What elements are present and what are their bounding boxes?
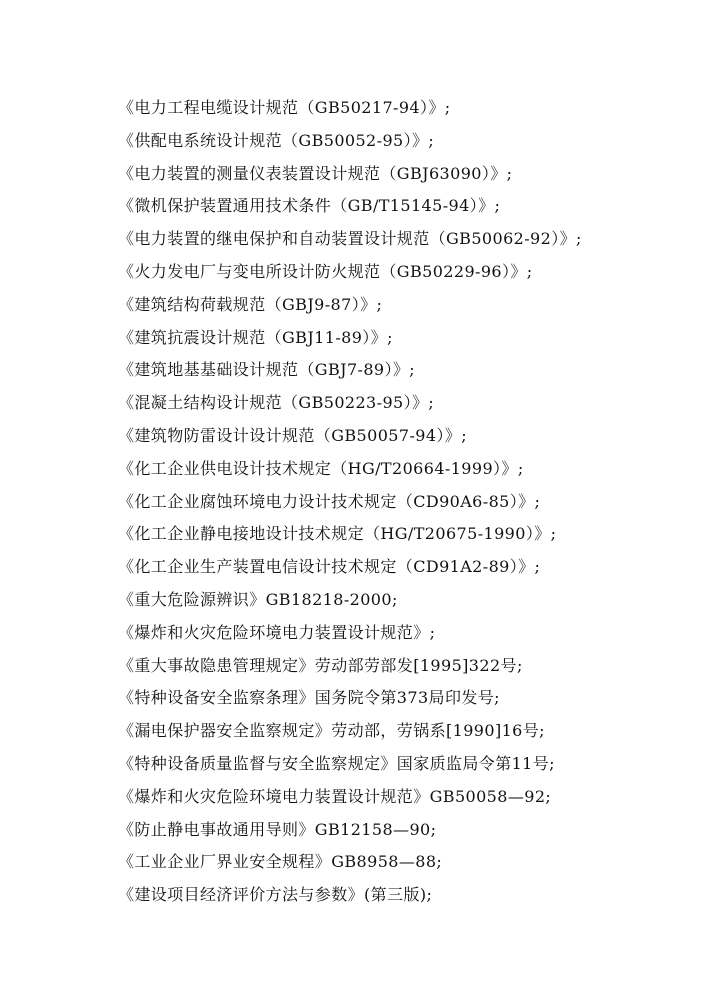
reference-item: 《电力装置的继电保护和自动装置设计规范（GB50062-92）》; — [118, 229, 582, 249]
reference-item: 《化工企业静电接地设计技术规定（HG/T20675-1990）》; — [118, 524, 557, 544]
reference-item: 《电力工程电缆设计规范（GB50217-94）》; — [118, 98, 451, 117]
reference-item: 《建筑抗震设计规范（GBJ11-89）》; — [118, 327, 393, 347]
reference-item: 《化工企业腐蚀环境电力设计技术规定（CD90A6-85）》; — [118, 491, 541, 511]
reference-item: 《特种设备安全监察条理》国务院令第373局印发号; — [118, 688, 500, 708]
reference-item: 《化工企业生产装置电信设计技术规定（CD91A2-89）》; — [118, 557, 541, 577]
reference-item: 《重大危险源辨识》GB18218-2000; — [118, 589, 398, 609]
reference-item: 《漏电保护器安全监察规定》劳动部，劳锅系[1990]16号; — [118, 721, 545, 741]
reference-item: 《化工企业供电设计技术规定（HG/T20664-1999）》; — [118, 458, 524, 478]
reference-item: 《建筑结构荷载规范（GBJ9-87）》; — [118, 294, 383, 314]
reference-item: 《爆炸和火灾危险环境电力装置设计规范》GB50058—92; — [118, 786, 552, 806]
reference-item: 《重大事故隐患管理规定》劳动部劳部发[1995]322号; — [118, 655, 523, 675]
reference-item: 《火力发电厂与变电所设计防火规范（GB50229-96）》; — [118, 261, 533, 281]
reference-list — [118, 92, 688, 912]
reference-item: 《建设项目经济评价方法与参数》(第三版); — [118, 885, 433, 905]
reference-item: 《微机保护装置通用技术条件（GB/T15145-94）》; — [118, 196, 501, 216]
reference-item: 《混凝土结构设计规范（GB50223-95）》; — [118, 393, 435, 413]
reference-item: 《电力装置的测量仪表装置设计规范（GBJ63090）》; — [118, 163, 513, 183]
reference-item: 《爆炸和火灾危险环境电力装置设计规范》; — [118, 622, 436, 642]
reference-item: 《建筑物防雷设计设计规范（GB50057-94）》; — [118, 425, 467, 445]
reference-item: 《建筑地基基础设计规范（GBJ7-89）》; — [118, 360, 416, 380]
reference-item: 《工业企业厂界业安全规程》GB8958—88; — [118, 852, 443, 872]
reference-item: 《供配电系统设计规范（GB50052-95）》; — [118, 130, 435, 150]
reference-item: 《防止静电事故通用导则》GB12158—90; — [118, 819, 437, 839]
reference-item: 《特种设备质量监督与安全监察规定》国家质监局令第11号; — [118, 753, 555, 773]
